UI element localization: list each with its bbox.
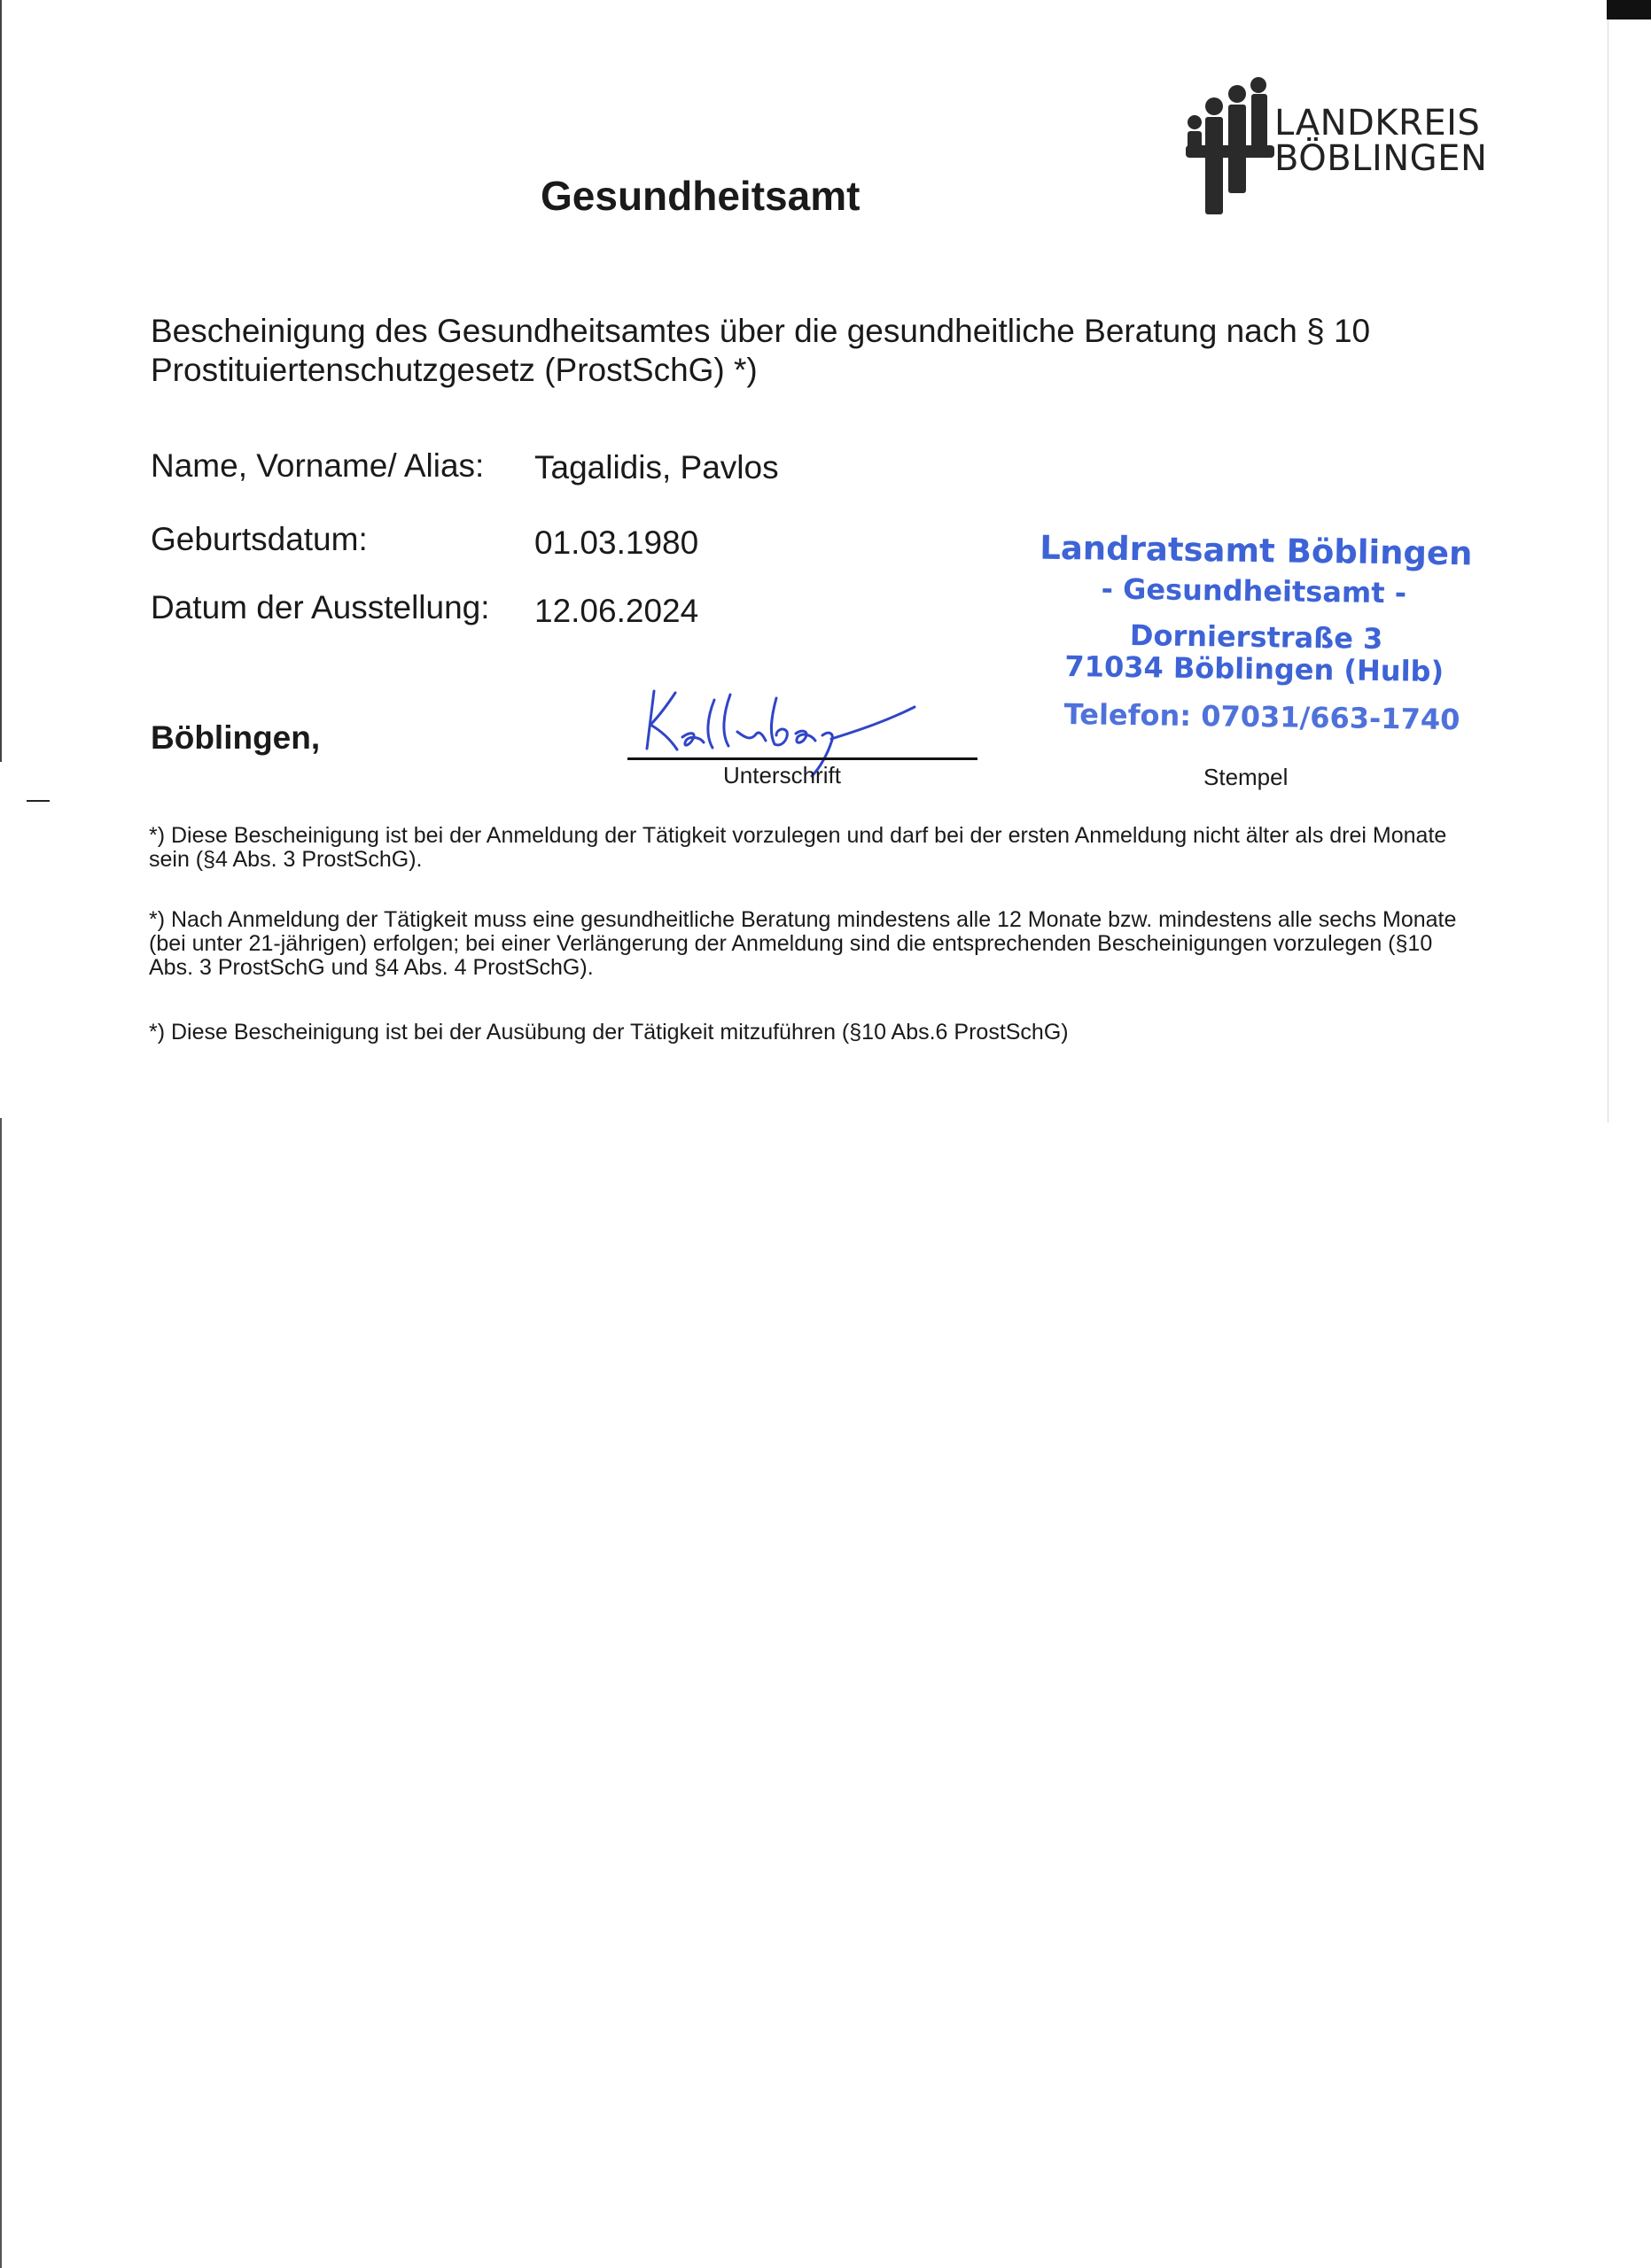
stamp-line: Telefon: 07031/663-1740 <box>1063 697 1460 737</box>
certificate-heading: Bescheinigung des Gesundheitsamtes über die gesundheitliche Beratung nach § 10 Prostituiertenschutzgesetz (ProstSchG) *) <box>151 313 1371 388</box>
place-of-issue: Böblingen, <box>151 719 321 756</box>
signature-caption: Unterschrift <box>723 762 841 788</box>
people-figures-icon <box>1179 76 1276 236</box>
issue-date-label: Datum der Ausstellung: <box>151 589 490 625</box>
logo-text-boeblingen: BÖBLINGEN <box>1274 138 1488 179</box>
issue-date-value: 12.06.2024 <box>534 593 699 629</box>
signature-line <box>627 757 977 760</box>
footnote: *) Nach Anmeldung der Tätigkeit muss eine gesundheitliche Beratung mindestens alle 12 Monate bzw. mindestens alle sechs Monate (bei unter 21-jährigen) erfolgen; bei einer Verlängerung der Anmeldung sind die entsprechenden Bescheinigungen vorzulegen (§10 Abs. 3 ProstSchG und §4 Abs. 4 ProstSchG). <box>149 907 1457 980</box>
landkreis-logo <box>1179 76 1498 236</box>
stamp-line: 71034 Böblingen (Hulb) <box>1064 649 1445 688</box>
birthdate-value: 01.03.1980 <box>534 524 699 561</box>
name-value: Tagalidis, Pavlos <box>534 449 779 485</box>
footnote: *) Diese Bescheinigung ist bei der Ausübung der Tätigkeit mitzuführen (§10 Abs.6 ProstSchG) <box>149 1020 1069 1045</box>
scan-dash-mark <box>27 800 50 802</box>
stamp-caption: Stempel <box>1203 764 1289 790</box>
document-title: Gesundheitsamt <box>541 173 861 219</box>
stamp-line: Dornierstraße 3 <box>1129 618 1383 656</box>
name-label: Name, Vorname/ Alias: <box>151 447 485 484</box>
stamp-line: - Gesundheitsamt - <box>1101 571 1407 610</box>
logo-text-landkreis: LANDKREIS <box>1274 103 1481 144</box>
scan-edge-line <box>0 0 2 762</box>
footnote: *) Diese Bescheinigung ist bei der Anmeldung der Tätigkeit vorzulegen und darf bei der ersten Anmeldung nicht älter als drei Monate sein (§4 Abs. 3 ProstSchG). <box>149 823 1447 872</box>
scan-edge-line <box>0 1118 2 2268</box>
office-stamp <box>1017 523 1490 742</box>
birthdate-label: Geburtsdatum: <box>151 521 368 557</box>
scan-edge-mark <box>1607 0 1651 19</box>
stamp-line: Landratsamt Böblingen <box>1040 528 1473 573</box>
